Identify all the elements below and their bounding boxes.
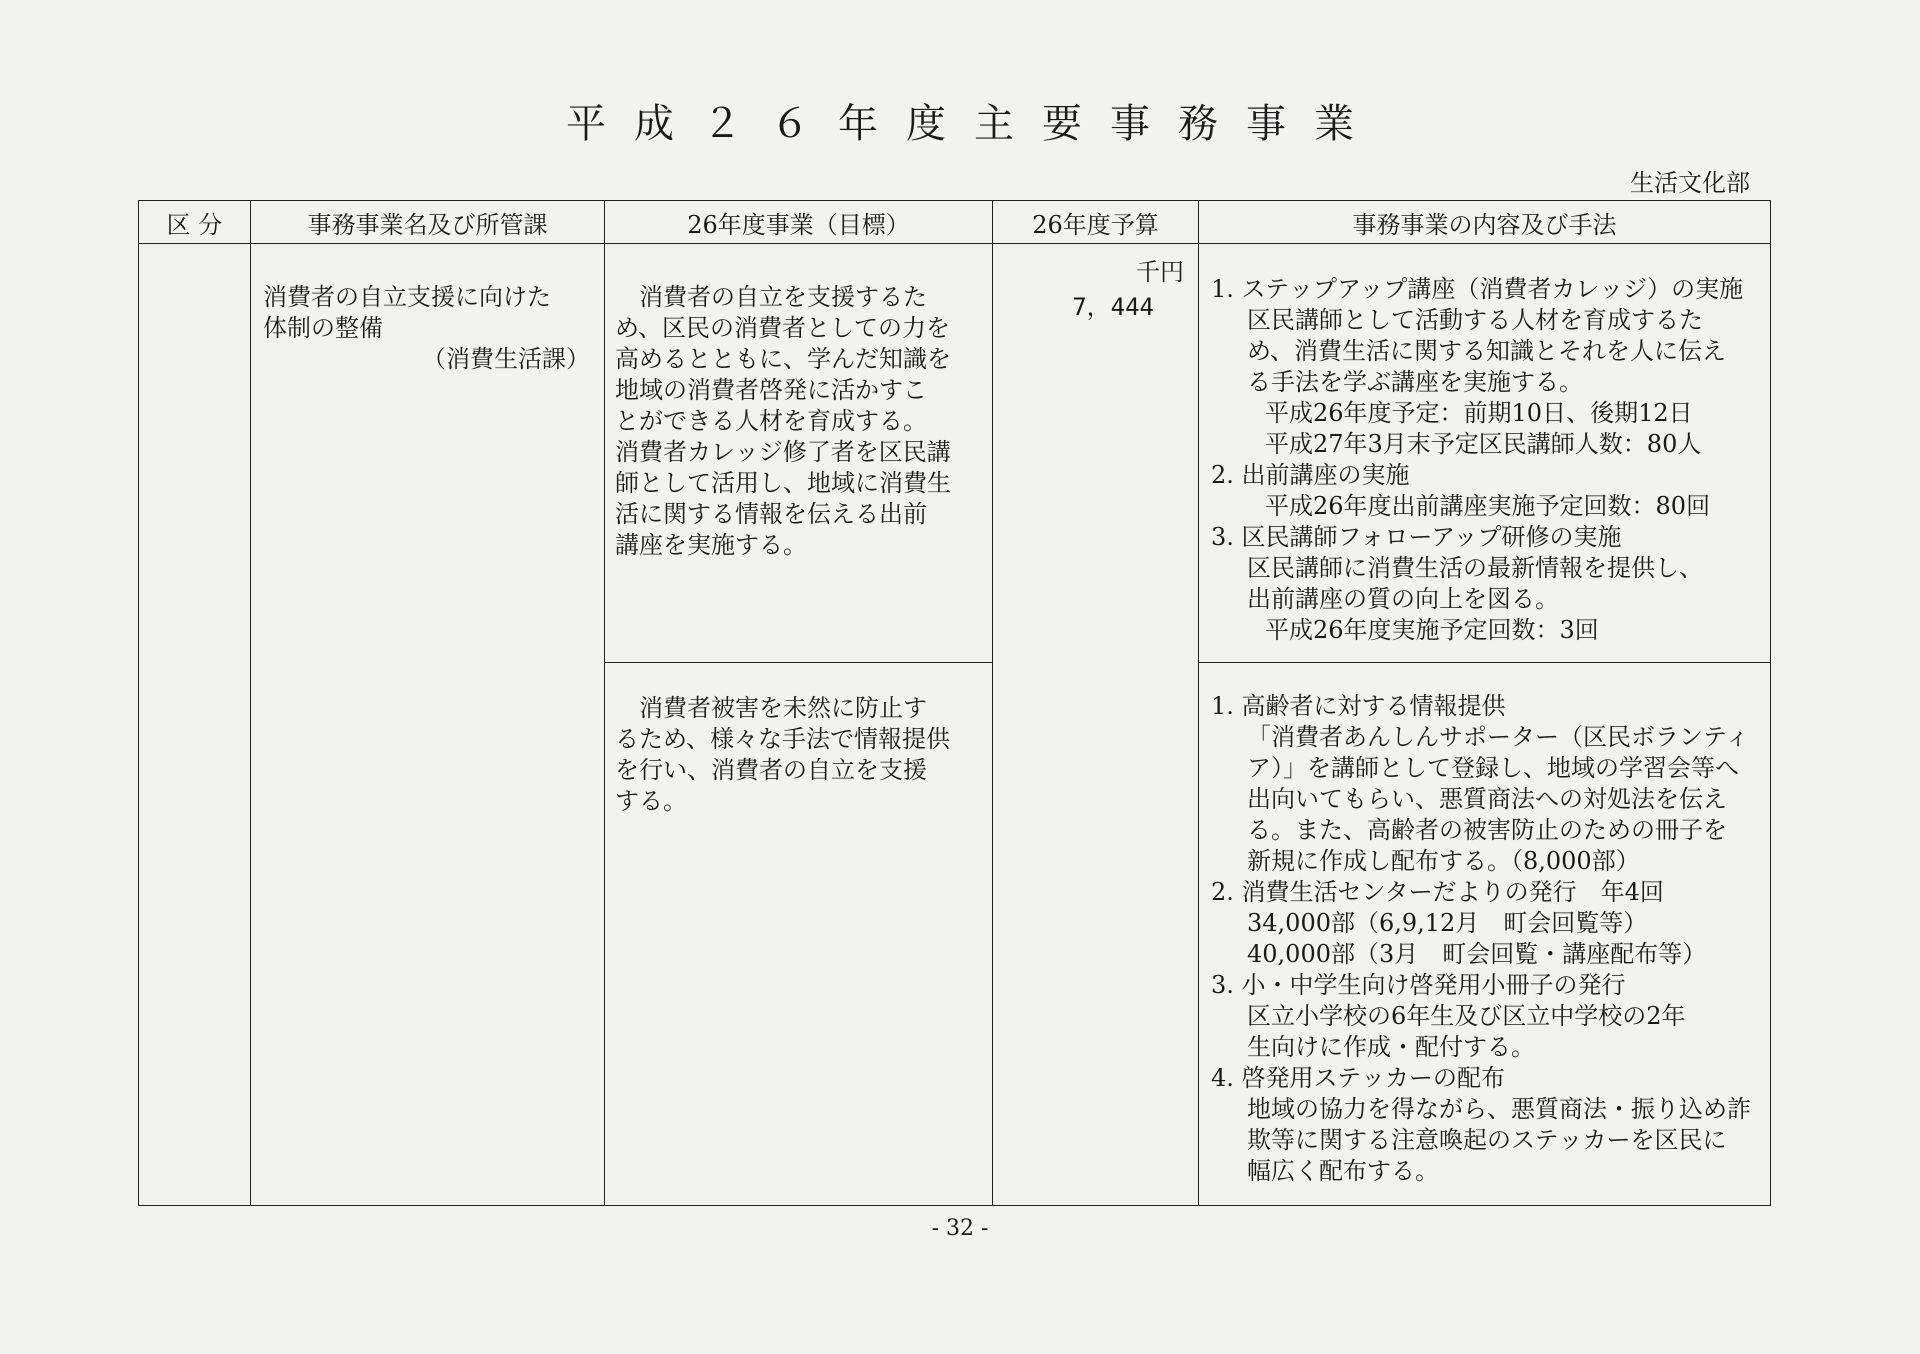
business-table xyxy=(138,200,1771,1206)
header-content: 事務事業の内容及び手法 xyxy=(1199,201,1771,244)
content-item-text: 欺等に関する注意喚起のステッカーを区民に xyxy=(1247,1126,1727,1154)
category-cell xyxy=(139,244,251,1206)
content-item-heading: 1. ステップアップ講座（消費者カレッジ）の実施 xyxy=(1211,275,1744,303)
content-item-detail: 平成26年度出前講座実施予定回数：80回 xyxy=(1265,492,1711,520)
business-name-line-2: 体制の整備 xyxy=(263,314,383,342)
page-title: 平成２６年度主要事務事業 xyxy=(566,101,1382,147)
goal1-line: 消費者カレッジ修了者を区民講 xyxy=(615,438,951,466)
goal2-line: るため、様々な手法で情報提供 xyxy=(615,725,951,753)
content-cell xyxy=(1199,244,1771,1206)
content-block-2 xyxy=(1211,663,1762,1187)
goal-block-2 xyxy=(615,663,982,817)
content-item-text: 34,000部（6,9,12月 町会回覧等） xyxy=(1247,909,1648,937)
goal2-line: する。 xyxy=(615,787,687,815)
goal-block-1 xyxy=(615,244,982,662)
content-item-text: 地域の協力を得ながら、悪質商法・振り込め詐 xyxy=(1247,1095,1751,1123)
content-item-text: 区民講師として活動する人材を育成するた xyxy=(1247,306,1703,334)
content-item-heading: 4. 啓発用ステッカーの配布 xyxy=(1211,1064,1506,1092)
content-item-text: 「消費者あんしんサポーター（区民ボランティ xyxy=(1247,723,1750,751)
header-goal: 26年度事業（目標） xyxy=(605,201,993,244)
content-item-detail: 平成26年度実施予定回数：3回 xyxy=(1265,616,1599,644)
content-item-text: め、消費生活に関する知識とそれを人に伝え xyxy=(1247,337,1727,365)
goal2-line: を行い、消費者の自立を支援 xyxy=(615,756,927,784)
budget-value: 7，444 xyxy=(1072,293,1154,321)
content-item-heading: 1. 高齢者に対する情報提供 xyxy=(1211,692,1506,720)
table-row xyxy=(139,244,1771,1206)
content-item-detail: 平成27年3月末予定区民講師人数：80人 xyxy=(1265,430,1702,458)
goal-cell xyxy=(605,244,993,1206)
department-label: 生活文化部 xyxy=(1630,169,1750,197)
goal1-line: 師として活用し、地域に消費生 xyxy=(615,469,951,497)
goal1-line: 高めるとともに、学んだ知識を xyxy=(615,345,951,373)
header-budget: 26年度予算 xyxy=(993,201,1199,244)
goal1-line: とができる人材を育成する。 xyxy=(615,407,927,435)
business-name-line-1: 消費者の自立支援に向けた xyxy=(263,283,551,311)
content-item-heading: 3. 区民講師フォローアップ研修の実施 xyxy=(1211,523,1622,551)
content-item-text: 生向けに作成・配付する。 xyxy=(1247,1033,1535,1061)
content-item-text: 出前講座の質の向上を図る。 xyxy=(1247,585,1559,613)
content-item-text: 区民講師に消費生活の最新情報を提供し、 xyxy=(1247,554,1703,582)
goal2-line: 消費者被害を未然に防止す xyxy=(639,694,927,722)
content-item-heading: 2. 消費生活センターだよりの発行 年4回 xyxy=(1211,878,1664,906)
content-item-text: る手法を学ぶ講座を実施する。 xyxy=(1247,368,1583,396)
content-item-detail: 平成26年度予定：前期10日、後期12日 xyxy=(1265,399,1693,427)
section-name: （消費生活課） xyxy=(422,345,590,373)
content-item-text: 新規に作成し配布する。（8,000部） xyxy=(1247,847,1640,875)
content-item-text: 出向いてもらい、悪質商法への対処法を伝え xyxy=(1247,785,1727,813)
business-name-cell xyxy=(251,244,605,1206)
content-item-text: る。また、高齢者の被害防止のための冊子を xyxy=(1247,816,1727,844)
content-item-text: 区立小学校の6年生及び区立中学校の2年 xyxy=(1247,1002,1686,1030)
content-item-heading: 2. 出前講座の実施 xyxy=(1211,461,1410,489)
header-category: 区 分 xyxy=(139,201,251,244)
budget-unit: 千円 xyxy=(1136,258,1184,286)
header-name: 事務事業名及び所管課 xyxy=(251,201,605,244)
table-header-row xyxy=(139,201,1771,244)
content-item-text: ア）」を講師として登録し、地域の学習会等へ xyxy=(1247,754,1739,782)
content-item-text: 40,000部（3月 町会回覧・講座配布等） xyxy=(1247,940,1707,968)
goal1-line: 講座を実施する。 xyxy=(615,531,807,559)
budget-cell xyxy=(993,244,1199,1206)
content-item-heading: 3. 小・中学生向け啓発用小冊子の発行 xyxy=(1211,971,1626,999)
goal1-line: 活に関する情報を伝える出前 xyxy=(615,500,927,528)
content-block-1 xyxy=(1211,244,1762,662)
goal1-line: 地域の消費者啓発に活かすこ xyxy=(615,376,927,404)
content-item-text: 幅広く配布する。 xyxy=(1247,1157,1439,1185)
goal1-line: め、区民の消費者としての力を xyxy=(615,314,951,342)
goal1-line: 消費者の自立を支援するた xyxy=(639,283,927,311)
page-number: - 32 - xyxy=(931,1216,989,1241)
